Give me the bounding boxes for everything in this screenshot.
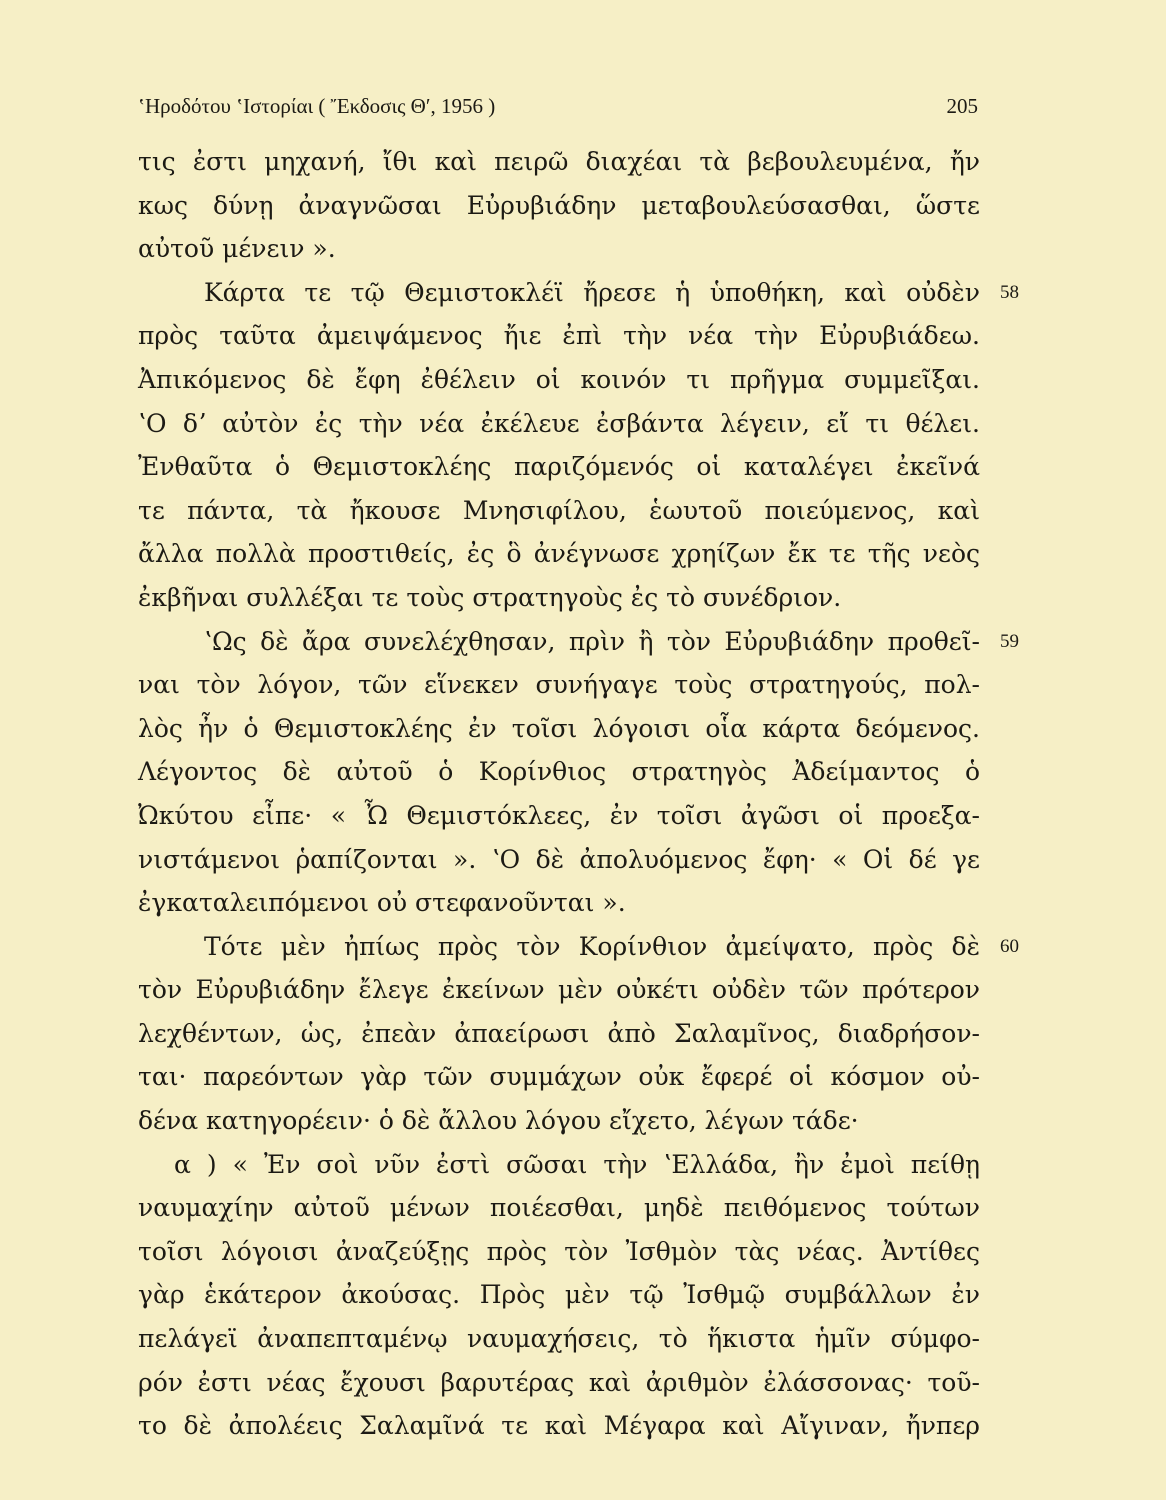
text-line — [138, 184, 980, 228]
text-line — [138, 1186, 980, 1230]
text-line — [138, 402, 980, 446]
text-line-content: Ἀπικόμενος δὲ ἔφη ἐθέλειν οἱ κοινόν τι πρῆγμα συμμεῖξαι. — [138, 364, 980, 394]
text-line — [138, 620, 1019, 664]
text-line — [138, 1361, 980, 1405]
chapter-number: 58 — [1000, 281, 1019, 303]
text-line — [138, 576, 980, 620]
text-line-content: ἐκβῆναι συλλέξαι τε τοὺς στρατηγοὺς ἐς τὸ συνέδριον. — [138, 582, 842, 612]
text-line-content: αὐτοῦ μένειν ». — [138, 234, 336, 264]
body-text — [138, 140, 1019, 1448]
text-line-content: δένα κατηγορέειν· ὁ δὲ ἄλλου λόγου εἴχετο, λέγων τάδε· — [138, 1106, 859, 1136]
text-line — [138, 314, 980, 358]
text-line-content: ται· παρεόντων γὰρ τῶν συμμάχων οὐκ ἔφερέ οἱ κόσμον οὐ- — [138, 1062, 980, 1092]
text-line — [138, 1317, 980, 1361]
text-line — [138, 1012, 980, 1056]
text-line-content: τε πάντα, τὰ ἤκουσε Μνησιφίλου, ἑωυτοῦ ποιεύμενος, καὶ — [138, 495, 980, 525]
text-line — [138, 1055, 980, 1099]
text-line — [138, 445, 980, 489]
text-line — [138, 489, 980, 533]
text-line — [138, 358, 980, 402]
text-line-content: πρὸς ταῦτα ἀμειψάμενος ἤιε ἐπὶ τὴν νέα τὴν Εὐρυβιάδεω. — [138, 321, 980, 351]
text-line — [138, 1099, 980, 1143]
text-line — [138, 968, 980, 1012]
text-line-content: ἄλλα πολλὰ προστιθείς, ἐς ὃ ἀνέγνωσε χρηίζων ἔκ τε τῆς νεὸς — [138, 539, 980, 569]
text-line-content: το δὲ ἀπολέεις Σαλαμῖνά τε καὶ Μέγαρα καὶ Αἴγιναν, ἤνπερ — [138, 1411, 980, 1441]
text-line — [138, 838, 980, 882]
text-line — [138, 707, 980, 751]
chapter-number: 60 — [1000, 935, 1019, 957]
text-line-content: τὸν Εὐρυβιάδην ἔλεγε ἐκείνων μὲν οὐκέτι οὐδὲν τῶν πρότερον — [138, 975, 980, 1005]
text-line — [138, 881, 980, 925]
text-line-content: πελάγεϊ ἀναπεπταμένῳ ναυμαχήσεις, τὸ ἥκιστα ἡμῖν σύμφο- — [138, 1324, 980, 1354]
text-line-content: ρόν ἐστι νέας ἔχουσι βαρυτέρας καὶ ἀριθμὸν ἐλάσσονας· τοῦ- — [138, 1367, 980, 1397]
text-line — [138, 271, 1019, 315]
text-line-content: ʽΩς δὲ ἄρα συνελέχθησαν, πρὶν ἢ τὸν Εὐρυβιάδην προθεῖ- — [204, 626, 980, 656]
text-line — [138, 1230, 980, 1274]
running-head — [138, 94, 978, 124]
page-number: 205 — [946, 94, 978, 118]
text-line-content: Ὠκύτου εἶπε· « Ὦ Θεμιστόκλεες, ἐν τοῖσι ἀγῶσι οἱ προεξα- — [138, 800, 980, 830]
text-line-content: ναι τὸν λόγον, τῶν εἵνεκεν συνήγαγε τοὺς στρατηγούς, πολ- — [138, 670, 980, 700]
text-line — [138, 140, 980, 184]
text-line-content: Τότε μὲν ἠπίως πρὸς τὸν Κορίνθιον ἀμείψατο, πρὸς δὲ — [204, 931, 980, 961]
text-line — [138, 1404, 980, 1448]
chapter-number: 59 — [1000, 630, 1019, 652]
text-line-content: λεχθέντων, ὡς, ἐπεὰν ἀπαείρωσι ἀπὸ Σαλαμῖνος, διαδρήσον- — [138, 1018, 980, 1048]
text-line-content: ʽΟ δʼ αὐτὸν ἐς τὴν νέα ἐκέλευε ἐσβάντα λέγειν, εἴ τι θέλει. — [138, 408, 980, 438]
text-line-content: ναυμαχίην αὐτοῦ μένων ποιέεσθαι, μηδὲ πειθόμενος τούτων — [138, 1193, 980, 1223]
text-line-content: Λέγοντος δὲ αὐτοῦ ὁ Κορίνθιος στρατηγὸς Ἀδείμαντος ὁ — [138, 757, 980, 787]
text-line — [138, 925, 1019, 969]
text-line-content: νιστάμενοι ῥαπίζονται ». ʽΟ δὲ ἀπολυόμενος ἔφη· « Οἱ δέ γε — [138, 844, 980, 874]
text-line-content: Ἐνθαῦτα ὁ Θεμιστοκλέης παριζόμενός οἱ καταλέγει ἐκεῖνά — [138, 452, 980, 482]
text-line-content: κως δύνῃ ἀναγνῶσαι Εὐρυβιάδην μεταβουλεύσασθαι, ὥστε — [138, 190, 980, 220]
text-line — [138, 794, 980, 838]
text-line — [138, 750, 980, 794]
text-line-content: ἐγκαταλειπόμενοι οὐ στεφανοῦνται ». — [138, 888, 626, 918]
text-line-content: τις ἐστι μηχανή, ἴθι καὶ πειρῶ διαχέαι τὰ βεβουλευμένα, ἤν — [138, 147, 980, 176]
text-line-content: γὰρ ἑκάτερον ἀκούσας. Πρὸς μὲν τῷ Ἰσθμῷ συμβάλλων ἐν — [138, 1280, 980, 1310]
text-line-content: τοῖσι λόγοισι ἀναζεύξῃς πρὸς τὸν Ἰσθμὸν τὰς νέας. Ἀντίθες — [138, 1236, 980, 1266]
text-line — [138, 532, 980, 576]
text-line — [138, 1143, 980, 1187]
running-title: ʽΗροδότου ʽΙστορίαι ( Ἔκδοσις Θʹ, 1956 ) — [138, 94, 496, 118]
text-line-content: Κάρτα τε τῷ Θεμιστοκλέϊ ἤρεσε ἡ ὑποθήκη, καὶ οὐδὲν — [204, 277, 980, 307]
text-line-content: λὸς ἦν ὁ Θεμιστοκλέης ἐν τοῖσι λόγοισι οἷα κάρτα δεόμενος. — [138, 713, 980, 743]
text-line — [138, 227, 980, 271]
text-line — [138, 663, 980, 707]
text-line-content: α ) « Ἐν σοὶ νῦν ἐστὶ σῶσαι τὴν ʽΕλλάδα, ἢν ἐμοὶ πείθῃ — [174, 1149, 980, 1179]
text-line — [138, 1273, 980, 1317]
